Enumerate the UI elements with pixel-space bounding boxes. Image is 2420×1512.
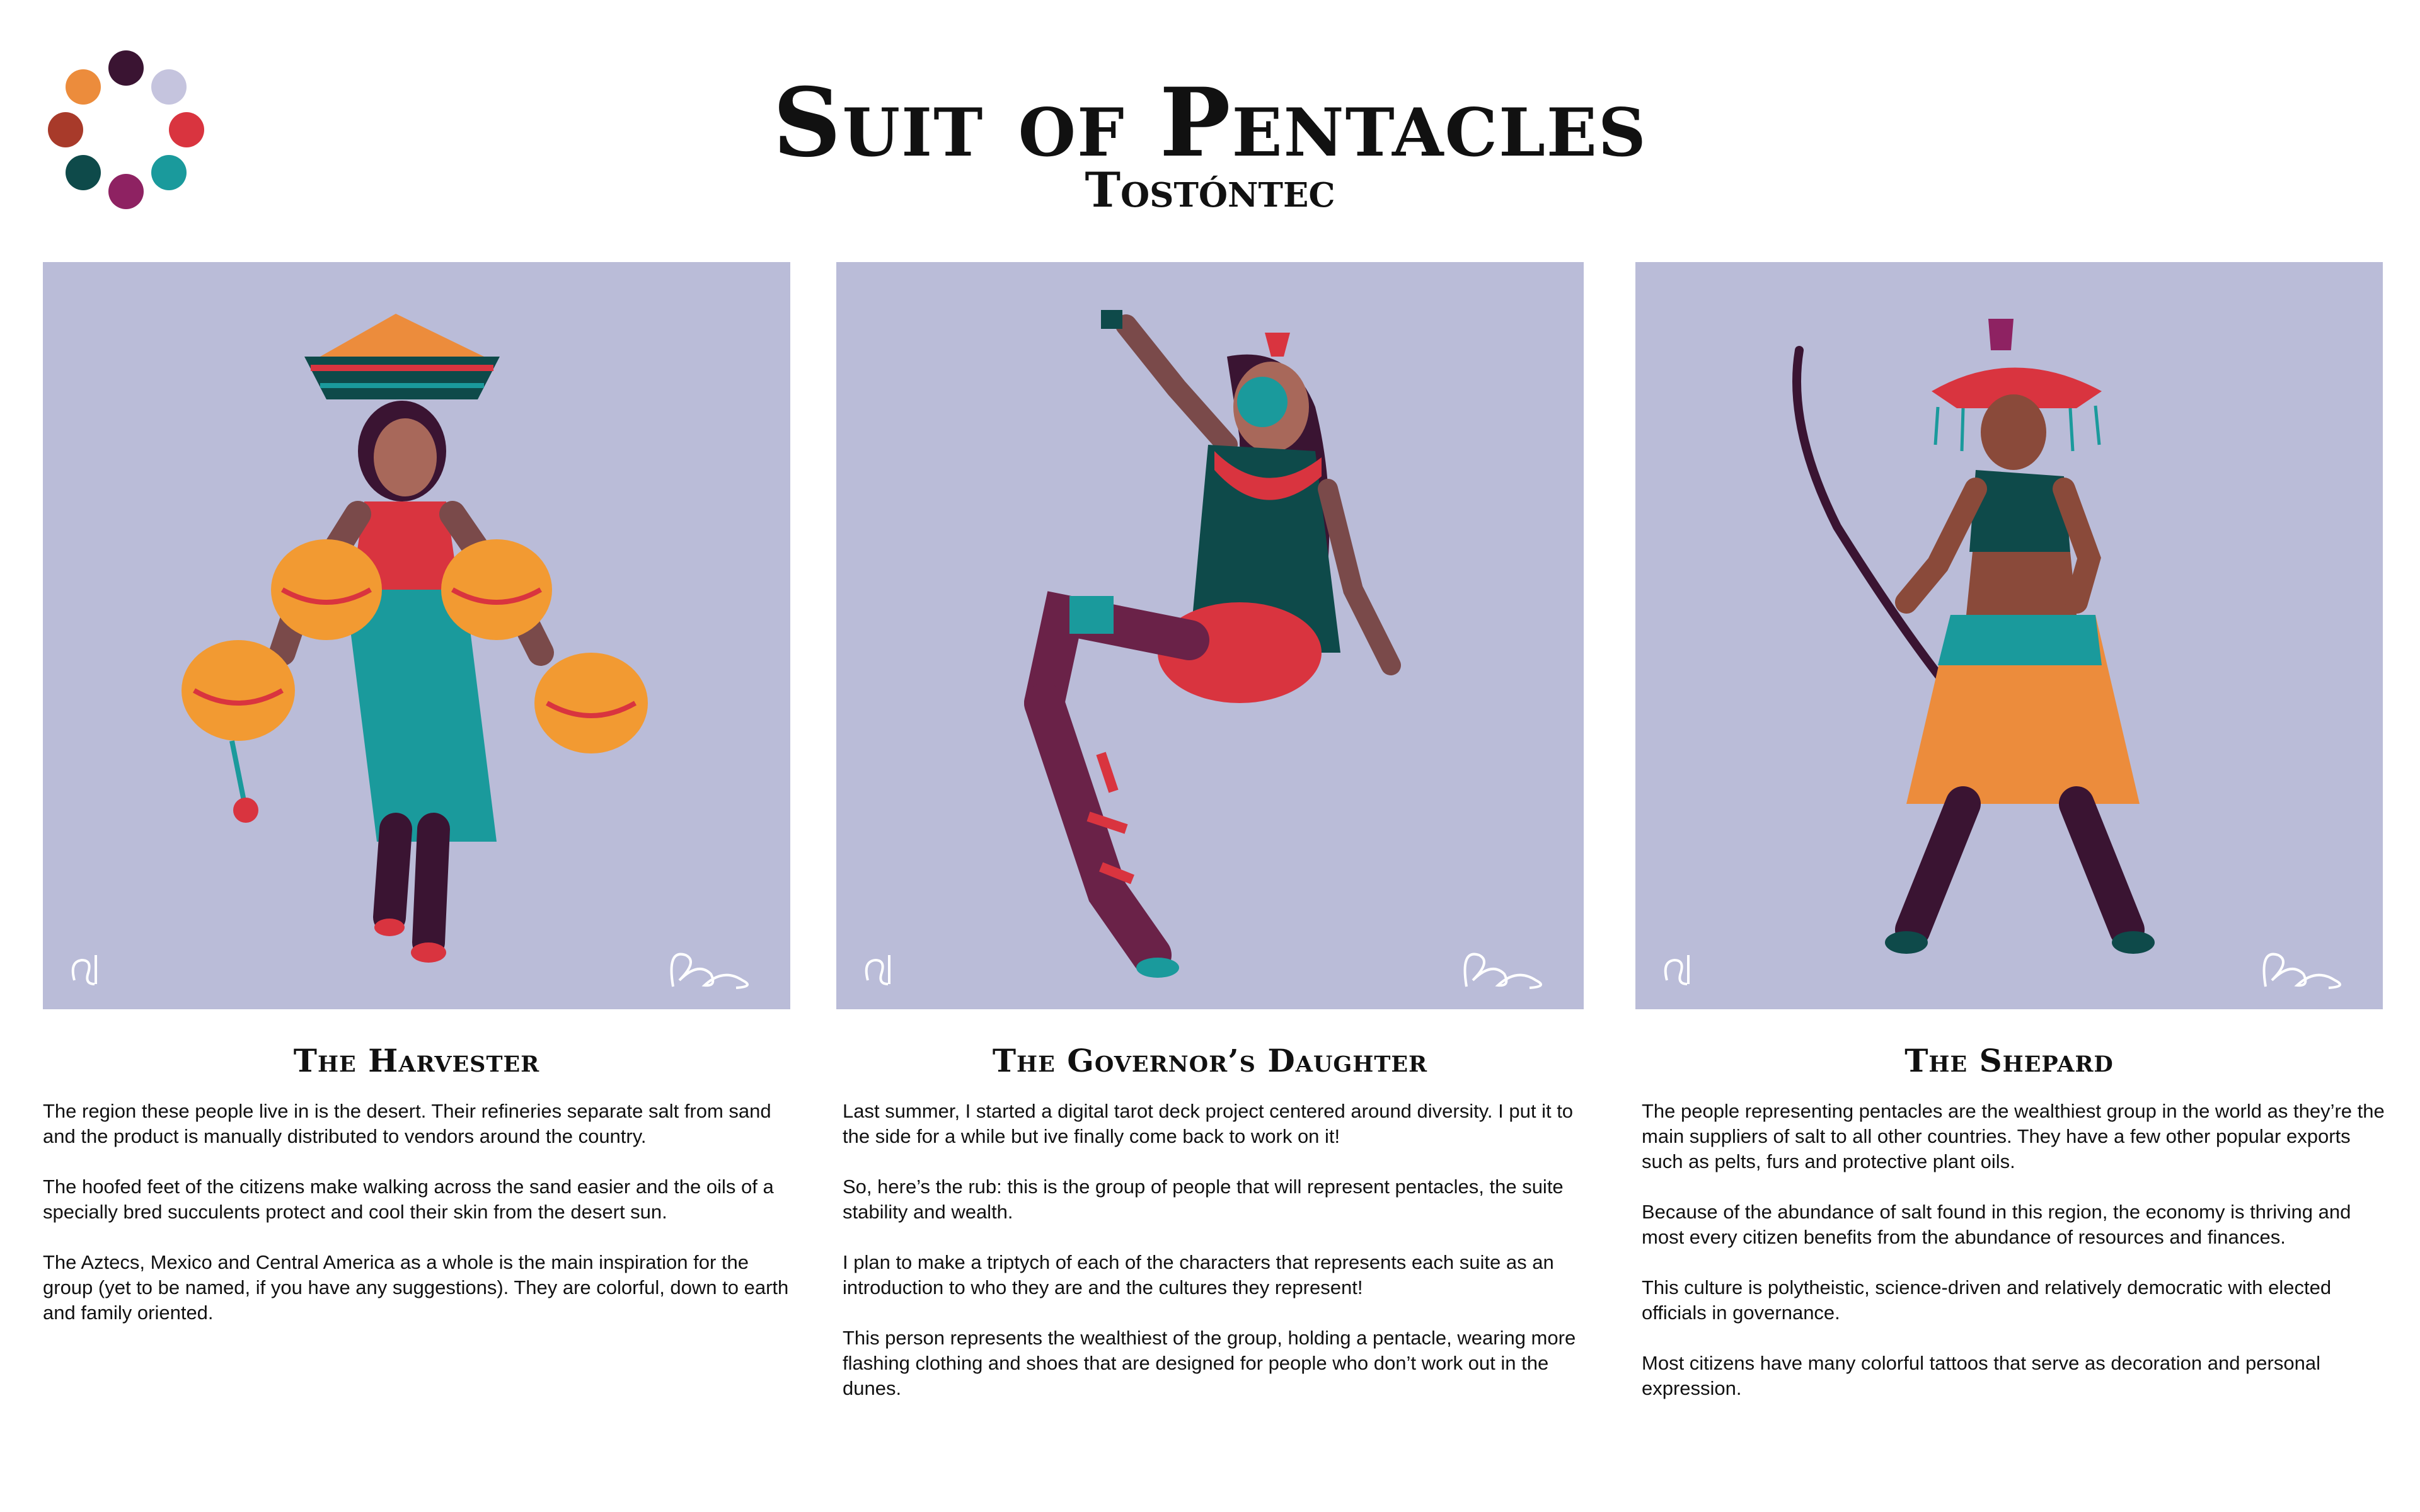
- harvester-illustration: [43, 262, 790, 1009]
- signature-icon: [1635, 262, 2383, 1009]
- description-paragraph: Last summer, I started a digital tarot deck project centered around diversity. I put it to the side for a while but ive finally come back to work on it!: [843, 1100, 1574, 1147]
- signature-icon: [43, 262, 790, 1009]
- shepard-illustration: [1635, 262, 2383, 1009]
- description-paragraph: The Aztecs, Mexico and Central America as a whole is the main inspiration for the group (yet to be named, if you have any suggestions). They are colorful, down to earth and family oriented.: [43, 1251, 789, 1324]
- description-paragraph: Most citizens have many colorful tattoos that serve as decoration and personal expression.: [1642, 1352, 2320, 1399]
- description-paragraph: So, here’s the rub: this is the group of people that will represent pentacles, the suite stability and wealth.: [843, 1176, 1564, 1223]
- description-paragraph: The region these people live in is the desert. Their refineries separate salt from sand and the product is manually distributed to vendors around the country.: [43, 1100, 771, 1147]
- page-subtitle: Tostóntec: [1085, 162, 1335, 218]
- card-title-governors-daughter: The Governor’s Daughter: [992, 1042, 1428, 1079]
- card-description-harvester: [43, 1099, 790, 1351]
- description-paragraph: I plan to make a triptych of each of the characters that represents each suite as an introduction to who they are and the cultures they represent!: [843, 1251, 1554, 1298]
- signature-icon: [836, 262, 1584, 1009]
- card-title-shepard: The Shepard: [1904, 1042, 2114, 1079]
- governors-daughter-illustration: [836, 262, 1584, 1009]
- card-description-governors-daughter: [843, 1099, 1590, 1426]
- description-paragraph: The hoofed feet of the citizens make walking across the sand easier and the oils of a specially bred succulents protect and cool their skin from the desert sun.: [43, 1176, 774, 1223]
- description-paragraph: Because of the abundance of salt found in this region, the economy is thriving and most every citizen benefits from the abundance of resources and finances.: [1642, 1201, 2351, 1248]
- description-paragraph: This culture is polytheistic, science-driven and relatively democratic with elected officials in governance.: [1642, 1276, 2332, 1324]
- description-paragraph: The people representing pentacles are the wealthiest group in the world as they’re the main suppliers of salt to all other countries. They have a few other popular exports such as pelts, furs and protective plant oils.: [1642, 1100, 2385, 1172]
- page-title: Suit of Pentacles: [773, 67, 1647, 178]
- card-title-harvester: The Harvester: [293, 1042, 540, 1079]
- card-description-shepard: [1642, 1099, 2389, 1426]
- description-paragraph: This person represents the wealthiest of the group, holding a pentacle, wearing more flashing clothing and shoes that are designed for people who don’t work out in the dunes.: [843, 1327, 1576, 1399]
